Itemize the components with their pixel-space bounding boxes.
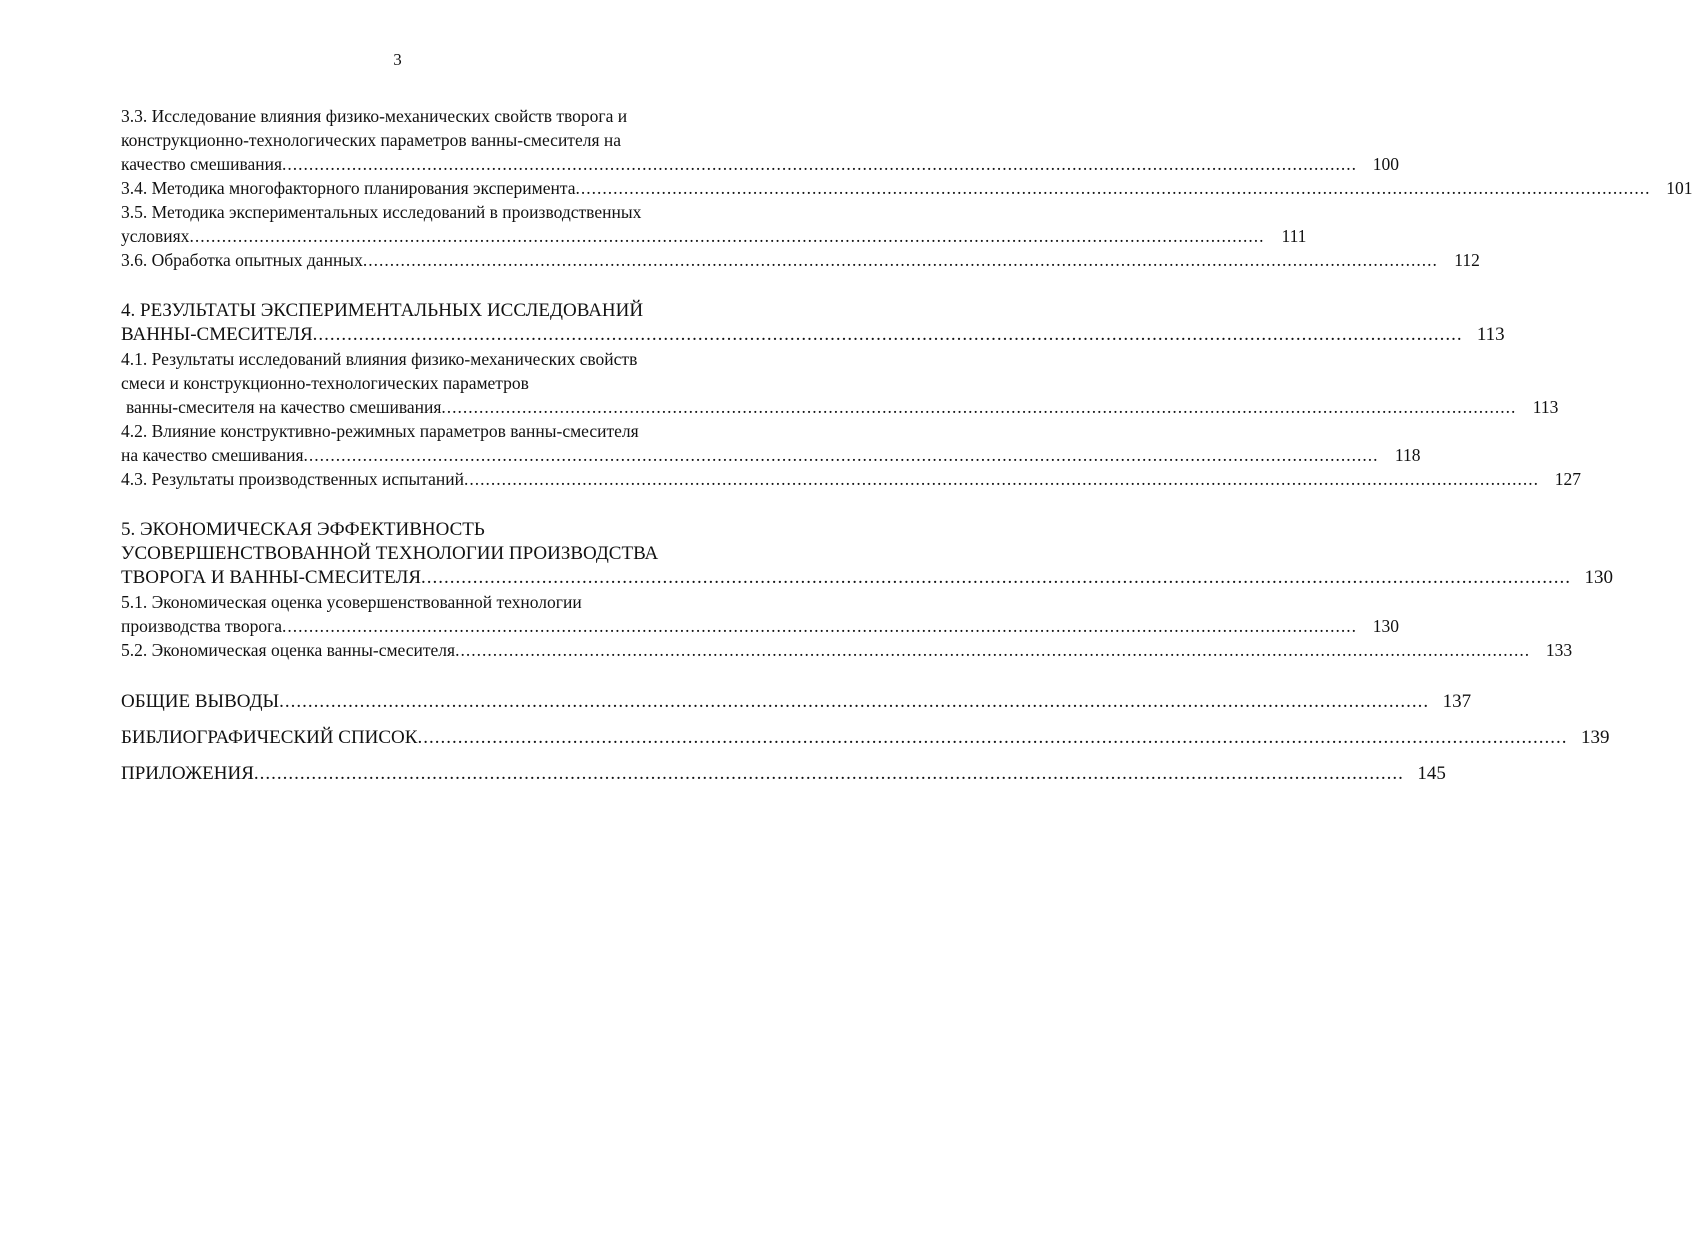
toc-entry-4-3 xyxy=(121,467,1582,491)
toc-entry-title: 3.4. Методика многофакторного планирования эксперимента xyxy=(121,178,576,198)
toc-bibliography xyxy=(121,720,1610,750)
toc-page-number: 118 xyxy=(1394,445,1421,465)
dot-leader: ........................................................................................................................................................................................................ xyxy=(303,445,1379,465)
toc-entry-title: 3.6. Обработка опытных данных xyxy=(121,250,363,270)
toc-entry-title: ванны-смесителя на качество смешивания xyxy=(126,397,442,417)
table-of-contents xyxy=(121,104,1692,786)
toc-entry-title: БИБЛИОГРАФИЧЕСКИЙ СПИСОК xyxy=(121,727,418,748)
toc-entry-title: на качество смешивания xyxy=(121,445,304,465)
toc-general-conclusions xyxy=(121,684,1472,714)
toc-page-number: 113 xyxy=(1532,397,1559,417)
toc-entry-title: ПРИЛОЖЕНИЯ xyxy=(121,763,254,784)
dot-leader: ........................................................................................................................................................................................................ xyxy=(575,178,1651,198)
toc-page-number: 111 xyxy=(1281,226,1307,246)
toc-chapter-4 xyxy=(121,299,1505,347)
toc-page-number: 100 xyxy=(1372,154,1400,174)
toc-entry-5-2 xyxy=(121,638,1573,662)
toc-entry-title: условиях xyxy=(121,226,190,246)
toc-page-number: 145 xyxy=(1417,763,1446,784)
toc-entry-title: производства творога xyxy=(121,616,283,636)
dot-leader: ........................................................................................................................................................................................................ xyxy=(282,154,1358,174)
page-number: 3 xyxy=(393,50,402,69)
toc-entry-text: смеси и конструкционно-технологических параметров xyxy=(121,373,529,393)
toc-page-number: 133 xyxy=(1545,640,1573,660)
toc-entry-text: конструкционно-технологических параметров ванны-смесителя на xyxy=(121,130,622,150)
dot-leader: ........................................................................................................................................................................................................ xyxy=(464,469,1540,489)
toc-entry-title: 5.2. Экономическая оценка ванны-смесителя xyxy=(121,640,456,660)
toc-entry-title: 4.3. Результаты производственных испытаний xyxy=(121,469,465,489)
toc-entry-3-5 xyxy=(121,200,1307,248)
dot-leader: ........................................................................................................................................................................................................ xyxy=(455,640,1531,660)
toc-entry-5-1 xyxy=(121,590,1400,638)
toc-page-number: 130 xyxy=(1584,567,1614,588)
toc-page-number: 137 xyxy=(1442,691,1472,712)
toc-page-number: 101 xyxy=(1666,178,1692,198)
toc-entry-3-3 xyxy=(121,104,1400,176)
dot-leader: ........................................................................................................................................................................................................ xyxy=(441,397,1517,417)
toc-page-number: 139 xyxy=(1580,727,1610,748)
toc-page-number: 130 xyxy=(1372,616,1400,636)
toc-entry-4-1 xyxy=(121,347,1559,419)
dot-leader: ........................................................................................................................................................................................................ xyxy=(279,691,1430,712)
toc-chapter-5 xyxy=(121,518,1614,590)
toc-chapter-title: ВАННЫ-СМЕСИТЕЛЯ xyxy=(121,324,313,345)
dot-leader: ........................................................................................................................................................................................................ xyxy=(417,727,1568,748)
toc-entry-4-2 xyxy=(121,419,1421,467)
toc-entry-3-6 xyxy=(121,248,1480,272)
dot-leader: ........................................................................................................................................................................................................ xyxy=(253,763,1404,784)
toc-entry-text: 5.1. Экономическая оценка усовершенствованной технологии xyxy=(121,592,582,612)
toc-entry-text: 3.3. Исследование влияния физико-механических свойств творога и xyxy=(121,106,628,126)
dot-leader: ........................................................................................................................................................................................................ xyxy=(312,324,1463,345)
toc-entry-title: ОБЩИЕ ВЫВОДЫ xyxy=(121,691,280,712)
toc-chapter-text: 4. РЕЗУЛЬТАТЫ ЭКСПЕРИМЕНТАЛЬНЫХ ИССЛЕДОВАНИЙ xyxy=(121,300,644,321)
toc-entry-title: качество смешивания xyxy=(121,154,283,174)
toc-entry-3-4 xyxy=(121,176,1692,200)
toc-page-number: 127 xyxy=(1554,469,1582,489)
toc-chapter-title: ТВОРОГА И ВАННЫ-СМЕСИТЕЛЯ xyxy=(121,567,422,588)
toc-entry-text: 4.2. Влияние конструктивно-режимных параметров ванны-смесителя xyxy=(121,421,639,441)
dot-leader: ........................................................................................................................................................................................................ xyxy=(421,567,1572,588)
toc-page-number: 112 xyxy=(1454,250,1480,270)
dot-leader: ........................................................................................................................................................................................................ xyxy=(362,250,1438,270)
toc-chapter-text: УСОВЕРШЕНСТВОВАННОЙ ТЕХНОЛОГИИ ПРОИЗВОДСТВА xyxy=(121,543,659,564)
toc-page-number: 113 xyxy=(1476,324,1505,345)
toc-entry-text: 3.5. Методика экспериментальных исследований в производственных xyxy=(121,202,642,222)
toc-appendices xyxy=(121,756,1446,786)
dot-leader: ........................................................................................................................................................................................................ xyxy=(189,226,1265,246)
toc-chapter-text: 5. ЭКОНОМИЧЕСКАЯ ЭФФЕКТИВНОСТЬ xyxy=(121,519,485,540)
toc-entry-text: 4.1. Результаты исследований влияния физико-механических свойств xyxy=(121,349,638,369)
dot-leader: ........................................................................................................................................................................................................ xyxy=(282,616,1358,636)
